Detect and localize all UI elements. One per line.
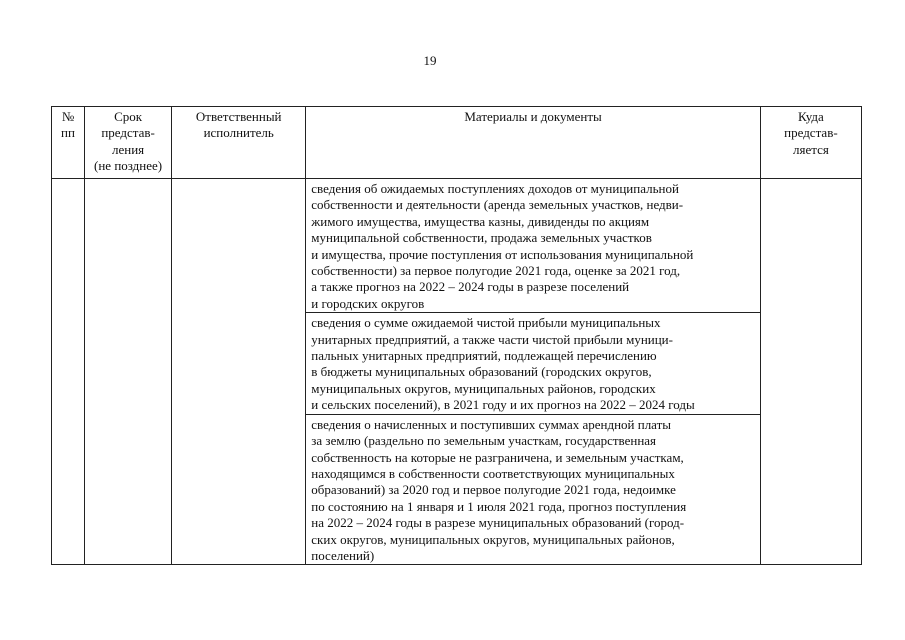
header-term: Срок представ- ления (не позднее) bbox=[85, 107, 172, 179]
document-table bbox=[51, 106, 862, 565]
table-header-row bbox=[52, 107, 862, 179]
table-row bbox=[52, 179, 862, 313]
cell-materials: сведения об ожидаемых поступлениях доходов от муниципальной собственности и деятельности (аренда земельных участков, недви- жимого имущества, имущества казны, дивиденды по акциям муниципальной собственности, продажа земельных участков и имущества, прочие поступления от использования муниципальной собственности) за первое полугодие 2021 года, оценке за 2021 год, а также прогноз на 2022 – 2024 годы в разрезе поселений и городских округов bbox=[306, 179, 761, 313]
page-number: 19 bbox=[423, 53, 437, 68]
cell-executor bbox=[172, 179, 306, 565]
cell-materials: сведения о начисленных и поступивших суммах арендной платы за землю (раздельно по земельным участкам, государственная собственность на которые не разграничена, и земельным участкам, находящимся в собственности соответствующих муниципальных образований) за 2020 год и первое полугодие 2021 года, недоимке по состоянию на 1 января и 1 июля 2021 года, прогноз поступления на 2022 – 2024 годы в разрезе муниципальных образований (город- ских округов, муниципальных округов, муниципальных районов, поселений) bbox=[306, 414, 761, 565]
header-num: № пп bbox=[52, 107, 85, 179]
header-materials: Материалы и документы bbox=[306, 107, 761, 179]
cell-num bbox=[52, 179, 85, 565]
cell-term bbox=[85, 179, 172, 565]
header-executor: Ответственный исполнитель bbox=[172, 107, 306, 179]
cell-materials: сведения о сумме ожидаемой чистой прибыли муниципальных унитарных предприятий, а также части чистой прибыли муници- пальных унитарных предприятий, подлежащей перечислению в бюджеты муниципальных образований (городских округов, муниципальных округов, муниципальных районов, городских и сельских поселений), в 2021 году и их прогноз на 2022 – 2024 годы bbox=[306, 313, 761, 414]
header-destination: Куда представ- ляется bbox=[760, 107, 861, 179]
cell-destination bbox=[760, 179, 861, 565]
